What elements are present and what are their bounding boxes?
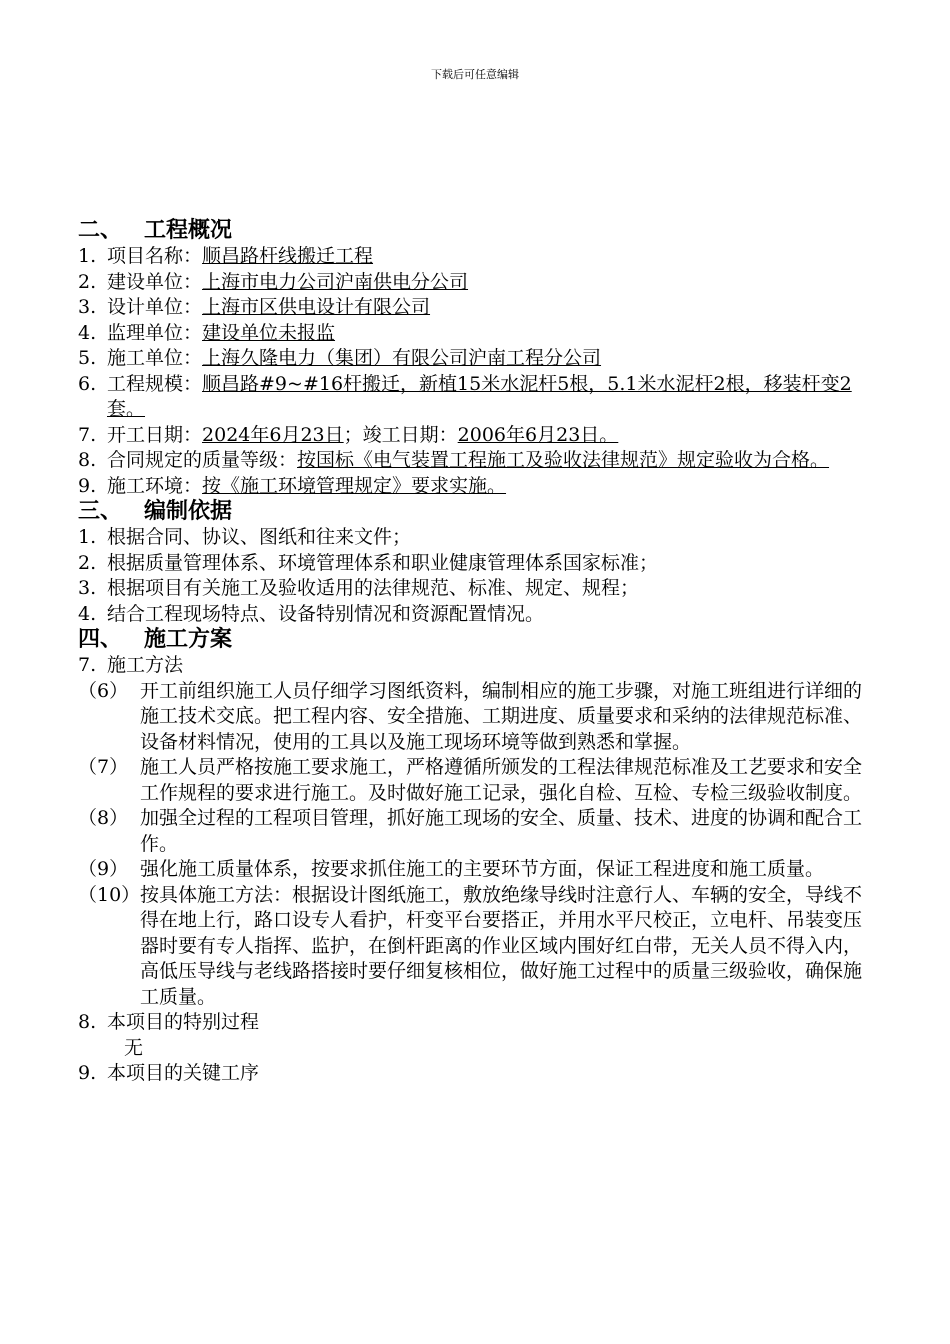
field-value: 建设单位未报监 (202, 321, 336, 344)
end-date: 2006年6月23日。 (457, 423, 619, 446)
section-title: 施工方案 (144, 627, 233, 652)
list-item: 8. 本项目的特别过程 (78, 1011, 260, 1033)
section-number: 三、 (78, 499, 123, 524)
field-value: 顺昌路#9~#16杆搬迁，新植15米水泥杆5根，5.1米水泥杆2根，移装杆变2套。 (107, 372, 852, 420)
list-item: 7. 施工方法 (78, 654, 184, 676)
list-item: 8. 合同规定的质量等级：按国标《电气装置工程施工及验收法律规范》规定验收为合格。 (78, 449, 830, 471)
field-value: 上海久隆电力（集团）有限公司沪南工程分公司 (202, 347, 602, 369)
field-value: 上海市区供电设计有限公司 (202, 296, 431, 318)
start-date: 2024年6月23日 (202, 423, 344, 446)
list-item: 4. 监理单位：建设单位未报监 (78, 321, 336, 344)
section-number: 二、 (78, 218, 123, 243)
list-item: 6. 工程规模：顺昌路#9~#16杆搬迁，新植15米水泥杆5根，5.1米水泥杆2根，移装杆变2套。 (78, 372, 852, 420)
field-value: 按《施工环境管理规定》要求实施。 (202, 474, 507, 497)
list-item: 9. 施工环境：按《施工环境管理规定》要求实施。 (78, 474, 507, 497)
section-heading-plan (78, 627, 878, 653)
list-item: 5. 施工单位：上海久隆电力（集团）有限公司沪南工程分公司 (78, 347, 602, 369)
sub-item: （10） 按具体施工方法：根据设计图纸施工，敷放绝缘导线时注意行人、车辆的安全，导线不得在地上行，路口设专人看护，杆变平台要搭正，并用水平尺校正，立电杆、吊装变压器时要有专人指挥、监护，在倒杆距离的作业区域内围好红白带，无关人员不得入内，高低压导线与老线路搭接时要仔细复核相位，做好施工过程中的质量三级验收，确保施工质量。 (78, 883, 863, 1008)
item-value: 无 (124, 1036, 144, 1059)
list-item: 7. 开工日期：2024年6月23日；竣工日期：2006年6月23日。 (78, 423, 619, 446)
page-header: 下载后可任意编辑 (431, 68, 519, 81)
sub-item: （9） 强化施工质量体系，按要求抓住施工的主要环节方面，保证工程进度和施工质量。 (78, 858, 825, 880)
sub-item: （7） 施工人员严格按施工要求施工，严格遵循所颁发的工程法律规范标准及工艺要求和安全工作规程的要求进行施工。及时做好施工记录，强化自检、互检、专检三级验收制度。 (78, 756, 863, 804)
list-item: 2. 根据质量管理体系、环境管理体系和职业健康管理体系国家标准； (78, 551, 659, 574)
sub-item: （8） 加强全过程的工程项目管理，抓好施工现场的安全、质量、技术、进度的协调和配合工作。 (78, 807, 863, 855)
section-title: 编制依据 (144, 499, 233, 524)
list-item: 9. 本项目的关键工序 (78, 1062, 260, 1084)
list-item: 1. 根据合同、协议、图纸和往来文件； (78, 526, 412, 548)
list-item: 4. 结合工程现场特点、设备特别情况和资源配置情况。 (78, 602, 545, 625)
list-item: 3. 根据项目有关施工及验收适用的法律规范、标准、规定、规程； (78, 577, 640, 599)
section-number: 四、 (78, 627, 123, 652)
section-heading-overview (78, 218, 878, 244)
list-item: 1. 项目名称：顺昌路杆线搬迁工程 (78, 245, 374, 267)
field-value: 上海市电力公司沪南供电分公司 (202, 270, 469, 293)
list-item: 2. 建设单位：上海市电力公司沪南供电分公司 (78, 270, 469, 293)
document-body (78, 218, 878, 1087)
field-value: 按国标《电气装置工程施工及验收法律规范》规定验收为合格。 (297, 449, 830, 471)
sub-item: （6） 开工前组织施工人员仔细学习图纸资料，编制相应的施工步骤，对施工班组进行详细的施工技术交底。把工程内容、安全措施、工期进度、质量要求和采纳的法律规范标准、设备材料情况，使用的工具以及施工现场环境等做到熟悉和掌握。 (78, 679, 863, 753)
list-item: 3. 设计单位：上海市区供电设计有限公司 (78, 296, 431, 318)
field-value: 顺昌路杆线搬迁工程 (202, 245, 374, 267)
section-title: 工程概况 (144, 218, 233, 243)
section-heading-basis (78, 499, 878, 525)
